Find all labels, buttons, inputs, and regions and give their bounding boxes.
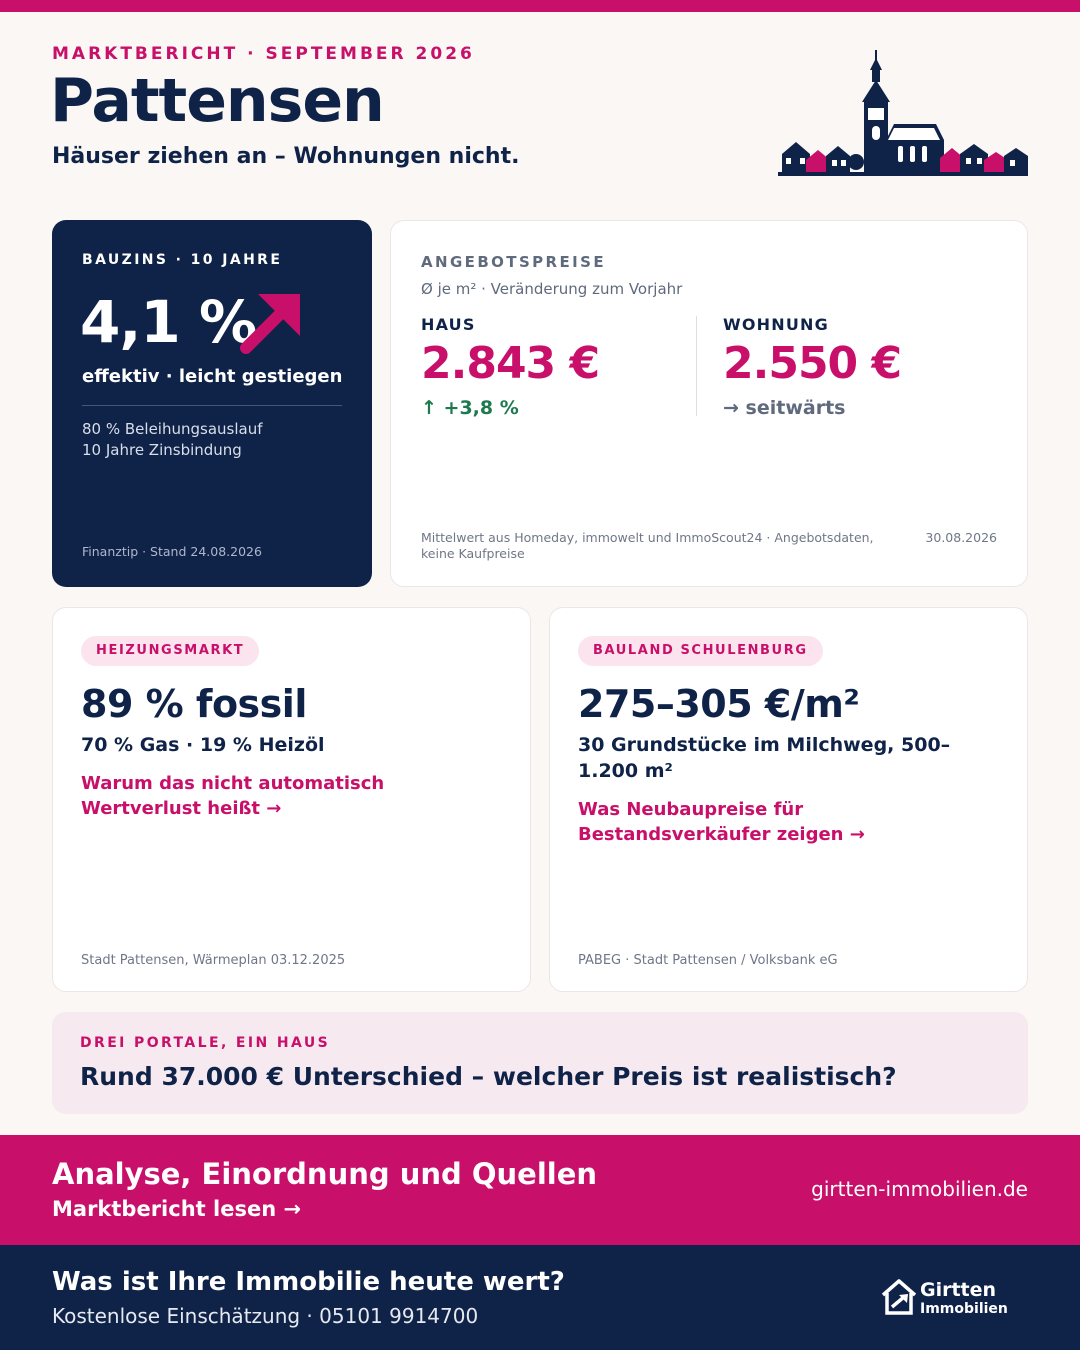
bauzins-label: BAUZINS · 10 JAHRE [82, 252, 283, 268]
column-divider [696, 316, 697, 416]
valuation-question: Was ist Ihre Immobilie heute wert? [52, 1267, 565, 1297]
valuation-contact[interactable]: Kostenlose Einschätzung · 05101 9914700 [52, 1304, 479, 1328]
portale-teaser[interactable] [52, 1012, 1028, 1114]
haus-change: ↑ +3,8 % [421, 397, 519, 419]
heizungsmarkt-tag: HEIZUNGSMARKT [81, 636, 259, 666]
bauland-tag: BAULAND SCHULENBURG [578, 636, 823, 666]
heizungsmarkt-card [52, 607, 531, 992]
bauzins-detail-fixed: 10 Jahre Zinsbindung [82, 441, 242, 459]
bauzins-detail-ltv: 80 % Beleihungsauslauf [82, 420, 263, 438]
bauland-headline: 275–305 €/m² [578, 682, 860, 726]
bauzins-value: 4,1 % [80, 288, 257, 356]
heizung-detail: 70 % Gas · 19 % Heizöl [81, 734, 325, 756]
wohnung-price-column [723, 315, 901, 419]
bauland-detail: 30 Grundstücke im Milchweg, 500–1.200 m² [578, 734, 951, 782]
page-subtitle: Häuser ziehen an – Wohnungen nicht. [52, 144, 520, 169]
divider [82, 405, 342, 406]
angebotspreise-subtitle: Ø je m² · Veränderung zum Vorjahr [421, 280, 683, 298]
wohnung-label: WOHNUNG [723, 315, 829, 334]
angebotspreise-note: Mittelwert aus Homeday, immowelt und ImmoScout24 · Angebotsdaten, keine Kaufpreise [421, 530, 874, 561]
house-logo-icon [880, 1277, 918, 1317]
banner-headline: Analyse, Einordnung und Quellen [52, 1157, 598, 1191]
haus-price: 2.843 € [421, 338, 600, 389]
heizung-source: Stadt Pattensen, Wärmeplan 03.12.2025 [81, 953, 346, 968]
footer [0, 1245, 1080, 1350]
angebotspreise-date: 30.08.2026 [925, 530, 997, 545]
portale-label: DREI PORTALE, EIN HAUS [80, 1035, 331, 1051]
angebotspreise-card [390, 220, 1028, 587]
haus-label: HAUS [421, 315, 476, 334]
logo-name: Girtten [920, 1279, 997, 1301]
bauzins-card [52, 220, 372, 587]
report-eyebrow: MARKTBERICHT · SEPTEMBER 2026 [52, 44, 475, 64]
bauland-source: PABEG · Stadt Pattensen / Volksbank eG [578, 953, 838, 968]
church-skyline-illustration [776, 50, 1030, 178]
angebotspreise-label: ANGEBOTSPREISE [421, 253, 606, 271]
read-report-link[interactable]: Marktbericht lesen → [52, 1197, 302, 1221]
heizung-link[interactable]: Warum das nicht automatisch Wertverlust heißt → [81, 773, 385, 819]
bauland-link[interactable]: Was Neubaupreise für Bestandsverkäufer zeigen → [578, 799, 865, 845]
bauzins-source: Finanztip · Stand 24.08.2026 [82, 544, 262, 559]
bauland-card [549, 607, 1028, 992]
logo-subname: Immobilien [920, 1301, 1008, 1317]
company-logo [880, 1275, 1010, 1321]
top-accent-bar [0, 0, 1080, 12]
wohnung-price: 2.550 € [723, 338, 902, 389]
bauzins-effective: effektiv · leicht gestiegen [82, 366, 343, 387]
analysis-banner [0, 1135, 1080, 1245]
haus-price-column [421, 315, 599, 419]
heizung-headline: 89 % fossil [81, 682, 307, 726]
website-link[interactable]: girtten-immobilien.de [811, 1177, 1028, 1201]
portale-text: Rund 37.000 € Unterschied – welcher Preis ist realistisch? [80, 1062, 897, 1091]
wohnung-change: → seitwärts [723, 397, 846, 419]
arrow-up-right-icon [238, 290, 304, 356]
page-title: Pattensen [50, 66, 384, 136]
